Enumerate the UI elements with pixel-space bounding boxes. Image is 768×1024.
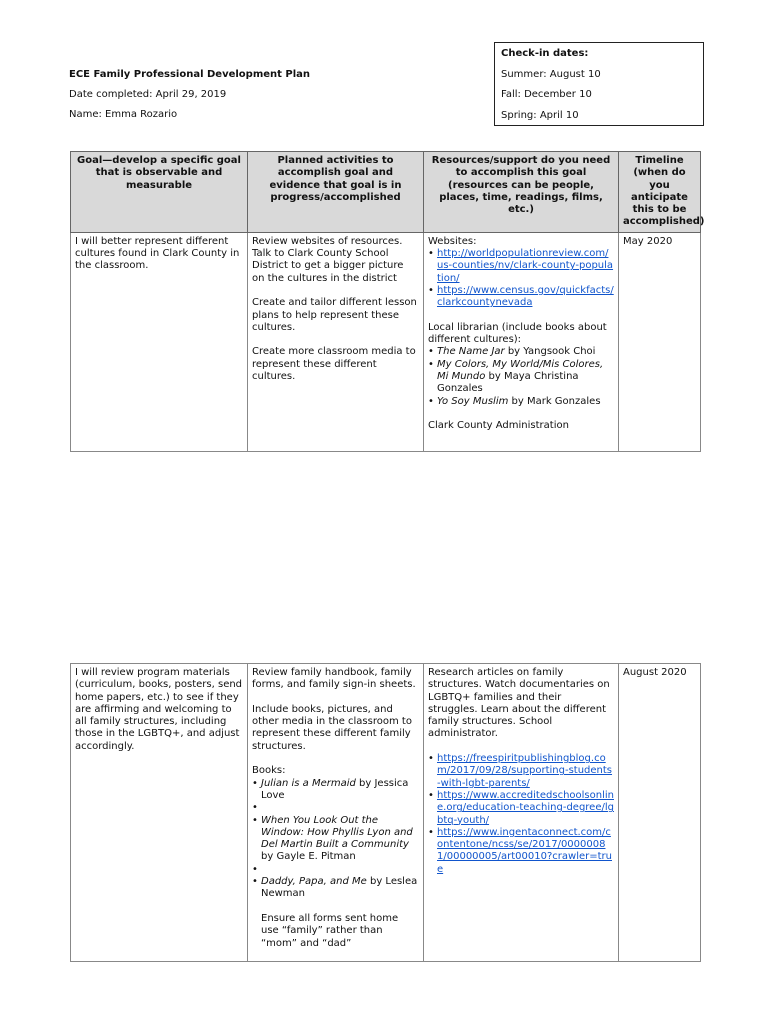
- goal-cell: I will better represent different cultures found in Clark County in the classroom.: [71, 232, 248, 451]
- checkin-spring: Spring: April 10: [501, 109, 579, 121]
- activities-cell: [248, 232, 424, 451]
- websites-label: Websites:: [428, 235, 477, 247]
- checkin-box: [494, 42, 704, 126]
- list-item: [428, 248, 614, 285]
- book-author: by Maya Christina Gonzales: [437, 371, 579, 395]
- header-resources: Resources/support do you need to accomplish this goal (resources can be people, places, time, readings, films, etc.): [424, 152, 619, 233]
- admin-text: Clark County Administration: [428, 420, 569, 432]
- resources-text: Research articles on family structures. Watch documentaries on LGBTQ+ families and their struggles. Learn about the different family structures. School administrator.: [428, 667, 610, 740]
- activity-text: Review websites of resources. Talk to Clark County School District to get a bigger picture on the cultures in the district: [252, 235, 404, 284]
- book-list: [252, 778, 419, 901]
- book-title: Yo Soy Muslim: [437, 395, 509, 407]
- forms-note: Ensure all forms sent home use “family” rather than “mom” and “dad”: [261, 912, 399, 949]
- activity-text: Review family handbook, family forms, and family sign-in sheets.: [252, 667, 416, 691]
- activities-cell: [248, 664, 424, 962]
- website-list: [428, 248, 614, 309]
- book-author: by Yangsook Choi: [504, 346, 596, 358]
- checkin-fall: Fall: December 10: [501, 89, 592, 100]
- book-title: Julian is a Mermaid: [261, 777, 356, 789]
- checkin-heading: Check-in dates:: [501, 48, 589, 59]
- list-item: [428, 285, 614, 310]
- book-author: by Leslea Newman: [261, 876, 418, 900]
- link-accreditedschools[interactable]: https://www.accreditedschoolsonline.org/education-teaching-degree/lgbtq-youth/: [437, 789, 614, 826]
- resources-cell: [424, 232, 619, 451]
- list-item: [428, 346, 614, 358]
- list-item: [428, 396, 614, 408]
- goal-cell: I will review program materials (curriculum, books, posters, send home papers, etc.) to see if they are affirming and welcoming to all family structures, including those in the LGBTQ+, and adjust accordingly.: [71, 664, 248, 962]
- link-worldpopulationreview[interactable]: http://worldpopulationreview.com/us-counties/nv/clark-county-population/: [437, 248, 614, 284]
- date-completed: Date completed: April 29, 2019: [69, 89, 227, 100]
- table-row: [71, 232, 701, 451]
- list-item: [252, 815, 419, 864]
- book-title: The Name Jar: [437, 346, 505, 358]
- link-ingentaconnect[interactable]: https://www.ingentaconnect.com/contentone/ncss/se/2017/00000081/00000005/art00010?crawler=true: [437, 826, 612, 875]
- document-title: ECE Family Professional Development Plan: [69, 69, 311, 80]
- timeline-cell: May 2020: [619, 232, 701, 451]
- resources-cell: [424, 664, 619, 962]
- book-author: by Mark Gonzales: [508, 395, 601, 407]
- book-title: When You Look Out the Window: How Phyllis Lyon and Del Martin Built a Community: [261, 814, 413, 851]
- list-item: [428, 790, 614, 827]
- link-census[interactable]: https://www.census.gov/quickfacts/clarkcountynevada: [437, 284, 614, 309]
- librarian-text: Local librarian (include books about different cultures):: [428, 321, 607, 346]
- book-title: My Colors, My World/Mis Colores, Mi Mundo: [437, 358, 604, 383]
- books-label: Books:: [252, 765, 286, 777]
- activity-text: Include books, pictures, and other media in the classroom to represent these different family structures.: [252, 703, 412, 752]
- link-freespirit[interactable]: https://freespiritpublishingblog.com/2017/09/28/supporting-students-with-lgbt-parents/: [437, 753, 613, 789]
- book-author: by Gayle E. Pitman: [261, 851, 356, 863]
- header-goal: Goal—develop a specific goal that is observable and measurable: [71, 152, 248, 233]
- checkin-summer: Summer: August 10: [501, 68, 601, 80]
- table-row: [71, 664, 701, 962]
- book-list: [428, 346, 614, 407]
- plan-table-2: [70, 663, 701, 962]
- header-timeline: Timeline (when do you anticipate this to be accomplished): [619, 152, 701, 233]
- list-item: [428, 827, 614, 876]
- activity-text: Create and tailor different lesson plans to help represent these cultures.: [252, 297, 417, 333]
- timeline-cell: August 2020: [619, 664, 701, 962]
- list-item: [252, 876, 419, 901]
- header-activities: Planned activities to accomplish goal and evidence that goal is in progress/accomplished: [248, 152, 424, 233]
- plan-table-1: [70, 151, 705, 452]
- author-name: Name: Emma Rozario: [69, 109, 178, 120]
- table-header-row: [71, 152, 701, 233]
- link-list: [428, 753, 614, 876]
- book-author: by Jessica Love: [261, 777, 409, 801]
- list-item: [428, 753, 614, 790]
- list-item: [252, 778, 419, 803]
- book-title: Daddy, Papa, and Me: [261, 876, 367, 888]
- activity-text: Create more classroom media to represent these different cultures.: [252, 346, 416, 383]
- list-item: [428, 359, 614, 396]
